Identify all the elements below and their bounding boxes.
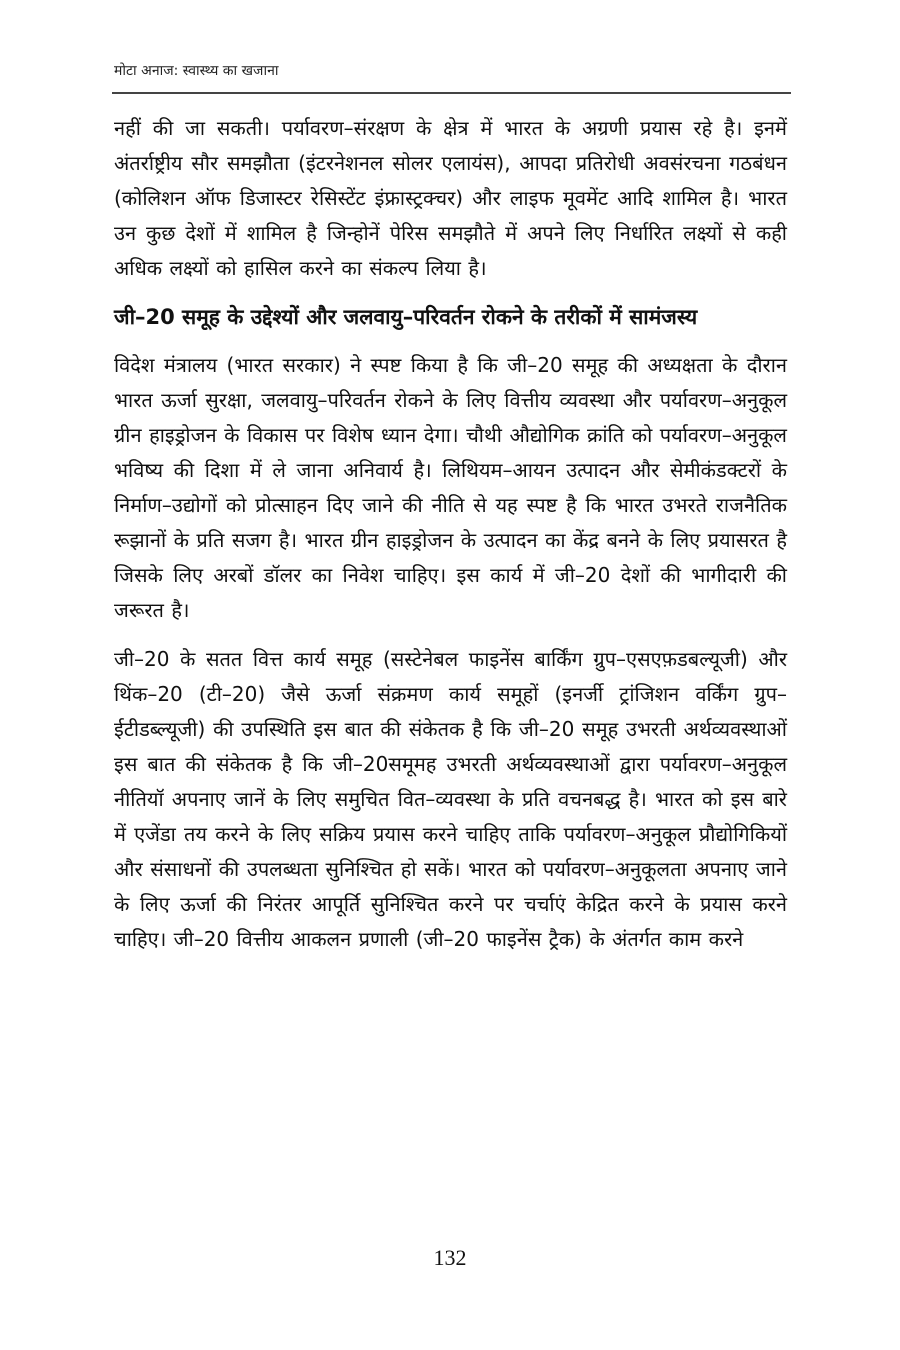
paragraph-3: जी–20 के सतत वित्त कार्य समूह (सस्टेनेबल फाइनेंस बार्किंग ग्रुप–एसएफ़डबल्यूजी) और थिंक–20 (टी–20) जैसे ऊर्जा संक्रमण कार्य समूहों (इनर्जी ट्रांजिशन वर्किंग ग्रुप–ईटीडब्ल्यूजी) की उपस्थिति इस बात की संकेतक है कि जी–20 समूह उभरती अर्थव्यवस्थाओं इस बात की संकेतक है कि जी–20समूमह उभरती अर्थव्यवस्थाओं द्वारा पर्यावरण–अनुकूल नीतियॉ अपनाए जानें के लिए समुचित वित–व्यवस्था के प्रति वचनबद्ध है। भारत को इस बारे में एजेंडा तय करने के लिए सक्रिय प्रयास करने चाहिए ताकि पर्यावरण–अनुकूल प्रौद्योगिकियों और संसाधनों की उपलब्धता सुनिश्चित हो सकें। भारत को पर्यावरण–अनुकूलता अपनाए जाने के लिए ऊर्जा की निरंतर आपूर्ति सुनिश्चित करने पर चर्चाएं केद्रित करने के प्रयास करने चाहिए। जी–20 वित्तीय आकलन प्रणाली (जी–20 फाइनेंस ट्रैक) के अंतर्गत काम करने — [114, 647, 787, 951]
page-content — [114, 111, 787, 957]
running-header: मोटा अनाज: स्वास्थ्य का खजाना — [114, 63, 279, 79]
header-rule — [112, 92, 791, 94]
paragraph-1: नहीं की जा सकती। पर्यावरण–संरक्षण के क्षेत्र में भारत के अग्रणी प्रयास रहे है। इनमें अंतर्राष्ट्रीय सौर समझौता (इंटरनेशनल सोलर एलायंस), आपदा प्रतिरोधी अवसंरचना गठबंधन (कोलिशन ऑफ डिजास्टर रेसिस्टेंट इंफ्रास्ट्रक्चर) और लाइफ मूवमेंट आदि शामिल है। भारत उन कुछ देशों में शामिल है जिन्होनें पेरिस समझौते में अपने लिए निर्धारित लक्ष्यों से कही अधिक लक्ष्यों को हासिल करने का संकल्प लिया है। — [114, 116, 787, 280]
paragraph-gap — [114, 628, 787, 642]
page-number: 132 — [433, 1245, 467, 1270]
section-heading: जी–20 समूह के उद्देश्यों और जलवायु–परिवर्तन रोकने के तरीकों में सामंजस्य — [114, 305, 698, 329]
paragraph-2: विदेश मंत्रालय (भारत सरकार) ने स्पष्ट किया है कि जी–20 समूह की अध्यक्षता के दौरान भारत ऊर्जा सुरक्षा, जलवायु–परिवर्तन रोकने के लिए वित्तीय व्यवस्था और पर्यावरण–अनुकूल ग्रीन हाइड्रोजन के विकास पर विशेष ध्यान देगा। चौथी औद्योगिक क्रांति को पर्यावरण–अनुकूल भविष्य की दिशा में ले जाना अनिवार्य है। लिथियम–आयन उत्पादन और सेमीकंडक्टरों के निर्माण–उद्योगों को प्रोत्साहन दिए जाने की नीति से यह स्पष्ट है कि भारत उभरते राजनैतिक रूझानों के प्रति सजग है। भारत ग्रीन हाइड्रोजन के उत्पादन का केंद्र बनने के लिए प्रयासरत है जिसके लिए अरबों डॉलर का निवेश चाहिए। इस कार्य में जी–20 देशों की भागीदारी की जरूरत है। — [114, 353, 787, 622]
